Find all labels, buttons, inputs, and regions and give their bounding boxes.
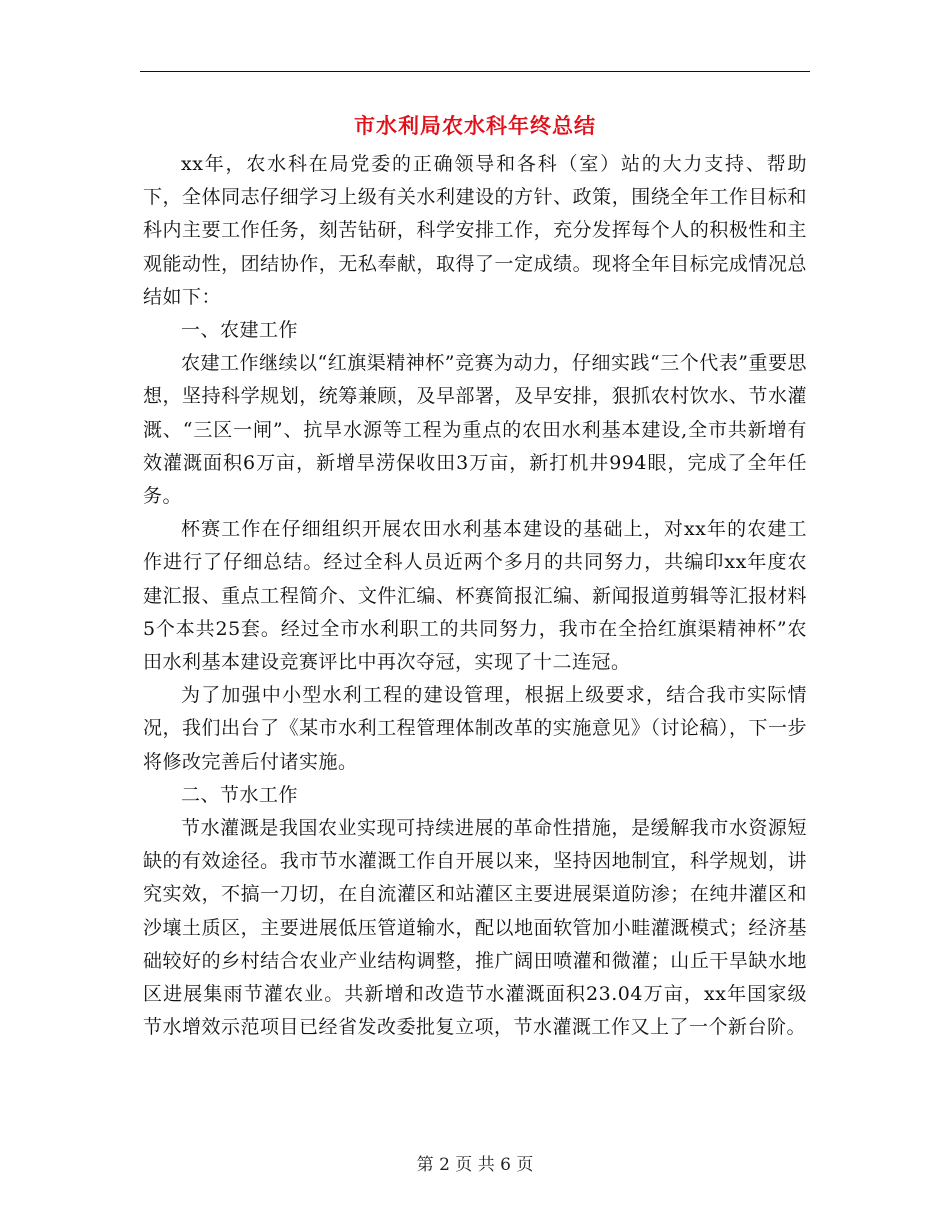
- document-title: 市水利局农水科年终总结: [354, 114, 596, 138]
- water-saving-paragraph: 节水灌溉是我国农业实现可持续进展的革命性措施，是缓解我市水资源短缺的有效途径。我市节水灌溉工作自开展以来，坚持因地制宜，科学规划，讲究实效，不搞一刀切，在自流灌区和站灌区主要进展渠道防渗；在纯井灌区和沙壤土质区，主要进展低压管道输水，配以地面软管加小畦灌溉模式；经济基础较好的乡村结合农业产业结构调整，推广阔田喷灌和微灌；山丘干旱缺水地区进展集雨节灌农业。共新增和改造节水灌溉面积23.04万亩，xx年国家级节水增效示范项目已经省发改委批复立项，节水灌溉工作又上了一个新台阶。: [143, 817, 807, 1039]
- header-rule: [140, 71, 810, 72]
- document-body: [143, 148, 807, 1044]
- section-heading-farm-construction: 一、农建工作: [181, 319, 299, 342]
- page-number-footer: 第 2 页 共 6 页: [416, 1155, 534, 1175]
- cup-competition-paragraph: 杯赛工作在仔细组织开展农田水利基本建设的基础上，对xx年的农建工作进行了仔细总结。经过全科人员近两个多月的共同努力，共编印xx年度农建汇报、重点工程简介、文件汇编、杯赛简报汇编、新闻报道剪辑等汇报材料5个本共25套。经过全市水利职工的共同努力，我市在全拾红旗渠精神杯”农田水利基本建设竞赛评比中再次夺冠，实现了十二连冠。: [143, 518, 807, 674]
- management-reform-paragraph: 为了加强中小型水利工程的建设管理，根据上级要求，结合我市实际情况，我们出台了《某市水利工程管理体制改革的实施意见》（讨论稿），下一步将修改完善后付诸实施。: [143, 684, 807, 773]
- intro-paragraph: xx年，农水科在局党委的正确领导和各科（室）站的大力支持、帮助下，全体同志仔细学习上级有关水利建设的方针、政策，围绕全年工作目标和科内主要工作任务，刻苦钻研，科学安排工作，充分发挥每个人的积极性和主观能动性，团结协作，无私奉献，取得了一定成绩。现将全年目标完成情况总结如下：: [143, 153, 807, 308]
- farm-construction-paragraph: 农建工作继续以“红旗渠精神杯”竞赛为动力，仔细实践“三个代表”重要思想，坚持科学规划，统筹兼顾，及早部署，及早安排，狠抓农村饮水、节水灌溉、“三区一闸”、抗旱水源等工程为重点的农田水利基本建设,全市共新增有效灌溉面积6万亩，新增旱涝保收田3万亩，新打机井994眼，完成了全年任务。: [143, 352, 807, 508]
- section-heading-water-saving: 二、节水工作: [181, 783, 299, 806]
